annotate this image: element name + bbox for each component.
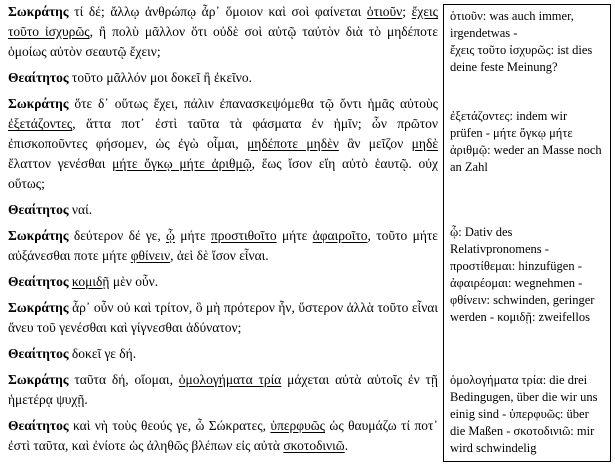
underlined-term: κομιδῇ bbox=[71, 274, 110, 289]
glossary-line: ἔχεις τοῦτο ἰσχυρῶς: ist dies bbox=[450, 43, 593, 57]
glossary-line: einig sind - ὑπερφυῶς: über bbox=[450, 407, 589, 421]
dialogue-text-segment: μὲν οὖν. bbox=[109, 274, 159, 289]
glossary-block bbox=[450, 8, 605, 76]
dialogue-paragraph bbox=[8, 344, 438, 364]
underlined-term: προστιθοῖτο bbox=[210, 228, 277, 243]
glossary-line: Bedingugen, über die wir uns bbox=[450, 390, 598, 404]
dialogue-paragraph bbox=[8, 272, 438, 292]
glossary-line: deine feste Meinung? bbox=[450, 60, 558, 74]
speaker-name: Σωκράτης bbox=[8, 300, 69, 315]
glossary-line: wird schwindelig bbox=[450, 441, 537, 455]
glossary-block bbox=[450, 108, 605, 176]
glossary-line: prüfen - μήτε ὄγκῳ μήτε bbox=[450, 126, 573, 140]
dialogue-text-segment: , ἀεὶ δὲ ἴσον εἶναι. bbox=[170, 248, 269, 263]
glossary-line: werden - κομιδῇ: zweifellos bbox=[450, 310, 590, 324]
glossary-block bbox=[450, 224, 605, 326]
underlined-term: μηδέποτε μηδὲν bbox=[247, 136, 339, 151]
dialogue-paragraph bbox=[8, 226, 438, 266]
dialogue-text-segment: ὅτε δ᾽ οὕτως ἔχει, πάλιν ἐπανασκεψόμεθα τῷ ὄντι ἡμᾶς αὐτοὺς bbox=[68, 96, 438, 111]
dialogue-text-segment: , ἅττα ποτ᾽ ἐστὶ ταῦτα τὰ φάσματα ἐν ἡμῖν; ὧν πρῶτον ἐπισκοποῦντες φήσομεν, ὡς ἐγὼ οἶμαι, bbox=[8, 116, 438, 151]
glossary-line: die Maßen - σκοτοδινιῶ: mir bbox=[450, 424, 595, 438]
glossary-line: φθίνειν: schwinden, geringer bbox=[450, 293, 595, 307]
glossary-line: ᾧ: Dativ des bbox=[450, 225, 513, 239]
glossary-line: ἐξετάζοντες: indem wir bbox=[450, 109, 568, 123]
speaker-name: Θεαίτητος bbox=[8, 274, 69, 289]
underlined-term: ἔχεις τοῦτο ἰσχυρῶς bbox=[8, 4, 438, 39]
glossary-line: ὁμολογήματα τρία: die drei bbox=[450, 373, 588, 387]
dialogue-text-segment: τί δέ; ἄλλῳ ἀνθρώπῳ ἆρ᾽ ὅμοιον καὶ σοὶ φαίνεται bbox=[68, 4, 367, 19]
dialogue-paragraph bbox=[8, 200, 438, 220]
underlined-term: ὁτιοῦν bbox=[366, 4, 403, 19]
speaker-name: Σωκράτης bbox=[8, 228, 69, 243]
dialogue-text-segment: ναί. bbox=[68, 202, 93, 217]
underlined-term: ᾧ bbox=[166, 228, 175, 243]
dialogue-text-segment: μήτε bbox=[174, 228, 211, 243]
dialogue-text-segment: . bbox=[344, 438, 349, 453]
dialogue-text-segment: καὶ νὴ τοὺς θεούς γε, ὦ Σώκρατες, bbox=[68, 418, 271, 433]
underlined-term: μήτε ὄγκῳ μήτε ἀριθμῷ bbox=[112, 156, 252, 171]
dialogue-text-segment: δοκεῖ γε δή. bbox=[68, 346, 137, 361]
glossary-line: an Zahl bbox=[450, 160, 488, 174]
dialogue-paragraph bbox=[8, 416, 438, 456]
underlined-term: ἐξετάζοντες bbox=[8, 116, 73, 131]
dialogue-text-segment: , τοῦτο μήτε αὐξάνεσθαι ποτε μήτε bbox=[8, 228, 438, 263]
dialogue-paragraph bbox=[8, 298, 438, 338]
glossary-block bbox=[450, 372, 605, 457]
dialogue-paragraph bbox=[8, 68, 438, 88]
underlined-term: ὑπερφυῶς bbox=[270, 418, 326, 433]
dialogue-text-segment: ταῦτα δή, οἴομαι, bbox=[68, 372, 179, 387]
dialogue-text-segment: , ἢ πολὺ μᾶλλον ὅτι οὐδὲ σοὶ αὐτῷ ταὐτὸν διὰ τὸ μηδέποτε ὁμοίως αὐτὸν σεαυτῷ ἔχειν; bbox=[8, 24, 438, 59]
dialogue-paragraph bbox=[8, 94, 438, 194]
dialogue-text-segment: ἆρ᾽ οὖν οὐ καὶ τρίτον, ὃ μὴ πρότερον ἦν, ὕστερον ἀλλὰ τοῦτο εἶναι ἄνευ τοῦ γενέσθαι καὶ γίγνεσθαι ἀδύνατον; bbox=[8, 300, 438, 335]
speaker-name: Θεαίτητος bbox=[8, 346, 69, 361]
glossary-line: irgendetwas - bbox=[450, 26, 518, 40]
underlined-term: σκοτοδινιῶ bbox=[283, 438, 345, 453]
speaker-name: Θεαίτητος bbox=[8, 418, 69, 433]
speaker-name: Σωκράτης bbox=[8, 96, 69, 111]
underlined-term: μηδὲ bbox=[411, 136, 438, 151]
underlined-term: ὁμολογήματα τρία bbox=[178, 372, 282, 387]
greek-dialogue-text bbox=[8, 2, 438, 462]
dialogue-text-segment: δεύτερον δέ γε, bbox=[68, 228, 167, 243]
dialogue-text-segment: ὡς θαυμάζω τί ποτ᾽ ἐστὶ ταῦτα, καὶ ἐνίοτε ὡς ἀληθῶς βλέπων εἰς αὐτὰ bbox=[8, 418, 438, 453]
glossary-line: προστίθεμαι: hinzufügen - bbox=[450, 259, 582, 273]
dialogue-paragraph bbox=[8, 2, 438, 62]
underlined-term: ἀφαιροῖτο bbox=[312, 228, 368, 243]
speaker-name: Σωκράτης bbox=[8, 372, 69, 387]
underlined-term: φθίνειν bbox=[130, 248, 171, 263]
dialogue-text-segment: ; bbox=[402, 4, 412, 19]
dialogue-text-segment: μήτε bbox=[276, 228, 313, 243]
speaker-name: Θεαίτητος bbox=[8, 202, 69, 217]
speaker-name: Σωκράτης bbox=[8, 4, 69, 19]
glossary-panel bbox=[443, 4, 611, 462]
glossary-line: Relativpronomens - bbox=[450, 242, 549, 256]
dialogue-text-segment: ἂν μεῖζον bbox=[338, 136, 412, 151]
glossary-line: ἀφαιρέομαι: wegnehmen - bbox=[450, 276, 583, 290]
dialogue-text-segment: τοῦτο μᾶλλόν μοι δοκεῖ ἢ ἐκεῖνο. bbox=[68, 70, 252, 85]
glossary-line: ἀριθμῷ: weder an Masse noch bbox=[450, 143, 602, 157]
dialogue-paragraph bbox=[8, 370, 438, 410]
dialogue-text-segment: ἔλαττον γενέσθαι bbox=[8, 156, 113, 171]
speaker-name: Θεαίτητος bbox=[8, 70, 69, 85]
glossary-line: ὁτιοῦν: was auch immer, bbox=[450, 9, 574, 23]
dialogue-text-segment: μάχεται αὐτὰ αὑτοῖς ἐν τῇ ἡμετέρᾳ ψυχῇ. bbox=[8, 372, 438, 407]
dialogue-text-segment: , ἕως ἴσον εἴη αὐτὸ ἑαυτῷ. οὐχ οὕτως; bbox=[8, 156, 438, 191]
